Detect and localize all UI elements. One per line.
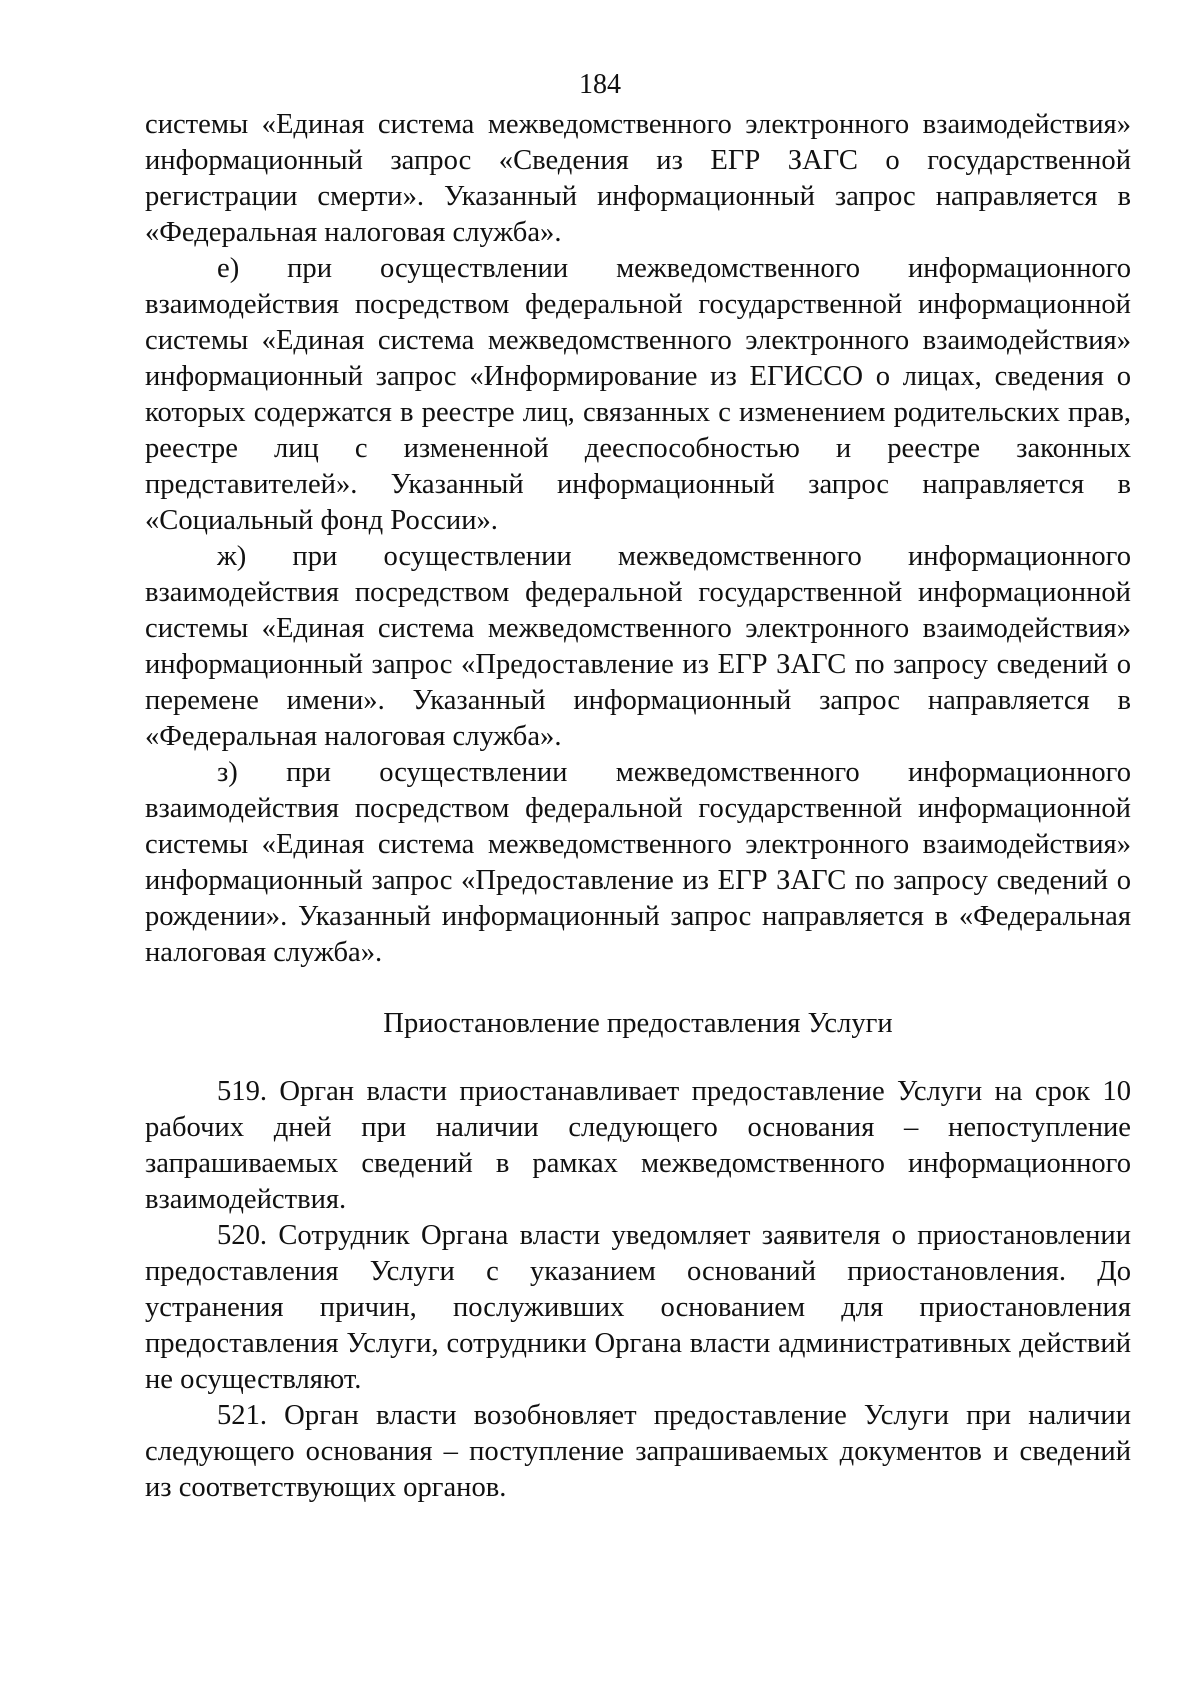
paragraph-item-zh: ж) при осуществлении межведомственного информационного взаимодействия посредством федеральной государственной информационной системы «Единая система межведомственного электронного взаимодействия» информационный запрос «Предоставление из ЕГР ЗАГС по запросу сведений о перемене имени». Указанный информационный запрос направляется в «Федеральная налоговая служба». <box>145 541 1131 752</box>
page-number: 184 <box>579 69 621 100</box>
section-heading: Приостановление предоставления Услуги <box>383 1008 893 1039</box>
paragraph-continuation: системы «Единая система межведомственного электронного взаимодействия» информационный запрос «Сведения из ЕГР ЗАГС о государственной регистрации смерти». Указанный информационный запрос направляется в «Федеральная налоговая служба». <box>145 109 1131 248</box>
paragraph-521: 521. Орган власти возобновляет предоставление Услуги при наличии следующего основания – поступление запрашиваемых документов и сведений из соответствующих органов. <box>145 1400 1131 1503</box>
document-body <box>145 107 1131 1506</box>
paragraph-519: 519. Орган власти приостанавливает предоставление Услуги на срок 10 рабочих дней при наличии следующего основания – непоступление запрашиваемых сведений в рамках межведомственного информационного взаимодействия. <box>145 1076 1131 1215</box>
paragraph-item-z: з) при осуществлении межведомственного информационного взаимодействия посредством федеральной государственной информационной системы «Единая система межведомственного электронного взаимодействия» информационный запрос «Предоставление из ЕГР ЗАГС по запросу сведений о рождении». Указанный информационный запрос направляется в «Федеральная налоговая служба». <box>145 757 1131 968</box>
paragraph-520: 520. Сотрудник Органа власти уведомляет заявителя о приостановлении предоставления Услуги с указанием оснований приостановления. До устранения причин, послуживших основанием для приостановления предоставления Услуги, сотрудники Органа власти административных действий не осуществляют. <box>145 1220 1131 1395</box>
paragraph-item-e: е) при осуществлении межведомственного информационного взаимодействия посредством федеральной государственной информационной системы «Единая система межведомственного электронного взаимодействия» информационный запрос «Информирование из ЕГИССО о лицах, сведения о которых содержатся в реестре лиц, связанных с изменением родительских прав, реестре лиц с измененной дееспособностью и реестре законных представителей». Указанный информационный запрос направляется в «Социальный фонд России». <box>145 253 1131 536</box>
